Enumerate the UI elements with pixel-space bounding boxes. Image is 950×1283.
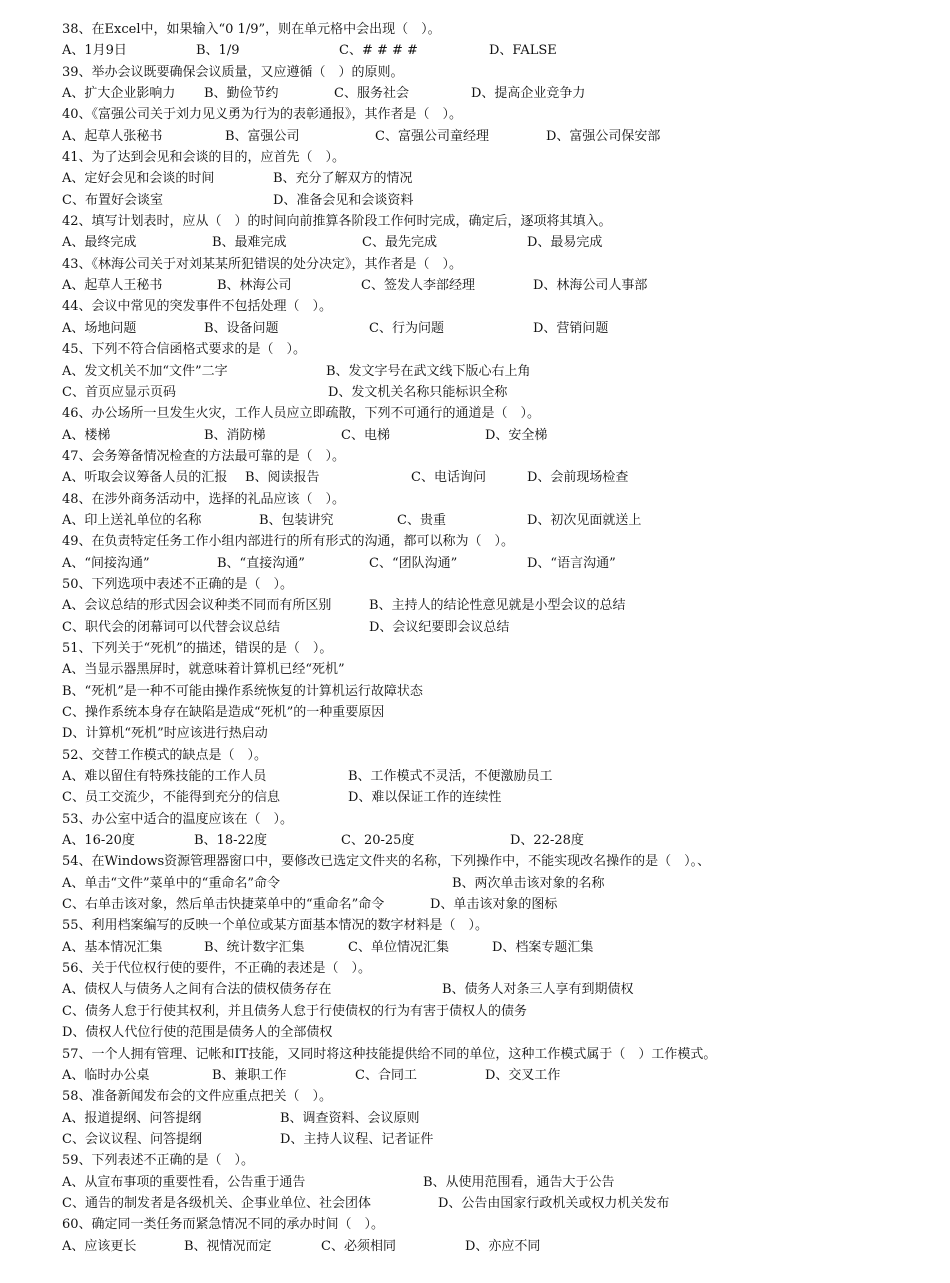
answer-option: B、最难完成 <box>212 235 287 251</box>
option-row <box>62 1001 942 1022</box>
answer-option: D、单击该对象的图标 <box>430 897 558 913</box>
option-row <box>62 40 942 61</box>
option-row <box>62 659 942 680</box>
answer-option: D、提高企业竞争力 <box>471 86 586 102</box>
answer-option: C、单位情况汇集 <box>348 939 449 955</box>
option-row <box>62 723 942 744</box>
answer-option: B、“直接沟通” <box>217 555 305 571</box>
answer-option: C、富强公司童经理 <box>375 128 489 144</box>
answer-option: C、合同工 <box>355 1067 417 1083</box>
option-row <box>62 617 942 638</box>
answer-option: D、发文机关名称只能标识全称 <box>328 384 508 400</box>
answer-option: B、阅读报告 <box>245 470 320 486</box>
answer-option: B、发文字号在武文线下版心右上角 <box>326 363 531 379</box>
answer-option: A、会议总结的形式因会议种类不同而有所区别 <box>62 598 332 614</box>
question-stem: 51、下列关于“死机”的描述，错误的是（ ）。 <box>62 640 333 656</box>
answer-option: B、消防梯 <box>204 427 266 443</box>
answer-option: A、楼梯 <box>62 427 111 443</box>
answer-option: A、基本情况汇集 <box>62 939 163 955</box>
answer-option: C、签发人李部经理 <box>361 278 475 294</box>
answer-option: B、勤俭节约 <box>204 86 279 102</box>
answer-option: C、债务人怠于行使其权利，并且债务人怠于行使债权的行为有害于债权人的债务 <box>62 1003 527 1019</box>
exam-page <box>62 19 942 1257</box>
option-row <box>62 361 942 382</box>
answer-option: C、# # # # <box>339 43 418 59</box>
question-stem: 48、在涉外商务活动中，选择的礼品应该（ ）。 <box>62 491 346 507</box>
option-row <box>62 979 942 1000</box>
question-stem: 45、下列不符合信函格式要求的是（ ）。 <box>62 342 307 358</box>
answer-option: D、交叉工作 <box>485 1067 561 1083</box>
option-row <box>62 275 942 296</box>
question-stem: 49、在负责特定任务工作小组内部进行的所有形式的沟通，都可以称为（ ）。 <box>62 534 515 550</box>
question-stem: 52、交替工作模式的缺点是（ ）。 <box>62 747 268 763</box>
question-stem: 53、办公室中适合的温度应该在（ ）。 <box>62 811 294 827</box>
answer-option: A、听取会议筹备人员的汇报 <box>62 470 228 486</box>
answer-option: D、22-28度 <box>510 833 584 849</box>
question-stem: 47、会务筹备情况检查的方法最可靠的是（ ）。 <box>62 448 346 464</box>
answer-option: A、定好会见和会谈的时间 <box>62 171 215 187</box>
answer-option: C、必须相同 <box>321 1238 396 1254</box>
answer-option: C、员工交流少，不能得到充分的信息 <box>62 790 280 806</box>
answer-option: C、操作系统本身存在缺陷是造成“死机”的一种重要原因 <box>62 705 385 720</box>
option-row <box>62 553 942 574</box>
option-row <box>62 595 942 616</box>
answer-option: A、难以留住有特殊技能的工作人员 <box>62 769 267 785</box>
answer-option: C、服务社会 <box>334 86 409 102</box>
answer-option: B、两次单击该对象的名称 <box>452 875 605 891</box>
question-stem: 40、《富强公司关于刘力见义勇为行为的表彰通报》，其作者是（ ）。 <box>62 107 463 123</box>
answer-option: B、充分了解双方的情况 <box>273 171 413 187</box>
answer-option: C、电话询问 <box>411 470 486 486</box>
answer-option: D、安全梯 <box>485 427 548 443</box>
answer-option: D、会议纪要即会议总结 <box>369 619 510 635</box>
answer-option: B、富强公司 <box>225 128 300 144</box>
question-stem: 50、下列选项中表述不正确的是（ ）。 <box>62 576 294 592</box>
answer-option: C、行为问题 <box>369 320 444 336</box>
answer-option: A、应该更长 <box>62 1238 137 1254</box>
option-row <box>62 787 942 808</box>
answer-option: A、起草人张秘书 <box>62 128 163 144</box>
option-row <box>62 126 942 147</box>
question-stem: 43、《林海公司关于对刘某某所犯错误的处分决定》，其作者是（ ）。 <box>62 256 463 272</box>
answer-option: D、林海公司人事部 <box>533 278 648 294</box>
question-stem: 44、会议中常见的突发事件不包括处理（ ）。 <box>62 299 333 315</box>
answer-option: A、场地问题 <box>62 320 137 336</box>
answer-option: C、电梯 <box>341 427 390 443</box>
question-stem: 57、一个人拥有管理、记帐和IT技能，又同时将这种技能提供给不同的单位，这种工作模式属于（ ）工作模式。 <box>62 1046 717 1062</box>
question-stem: 59、下列表述不正确的是（ ）。 <box>62 1153 255 1169</box>
answer-option: D、档案专题汇集 <box>492 939 594 955</box>
option-row <box>62 382 942 403</box>
answer-option: B、1/9 <box>196 43 240 59</box>
answer-option: A、16-20度 <box>62 833 135 849</box>
answer-option: C、贵重 <box>397 512 446 528</box>
answer-option: A、从宣布事项的重要性看，公告重于通告 <box>62 1174 306 1190</box>
option-row <box>62 894 942 915</box>
answer-option: D、计算机“死机”时应该进行热启动 <box>62 726 268 742</box>
option-row <box>62 702 942 723</box>
answer-option: D、富强公司保安部 <box>546 128 661 144</box>
answer-option: A、债权人与债务人之间有合法的债权债务存在 <box>62 982 332 998</box>
answer-option: D、会前现场检查 <box>527 470 629 486</box>
option-row <box>62 83 942 104</box>
option-row <box>62 1129 942 1150</box>
question-stem: 42、填写计划表时，应从（ ）的时间向前推算各阶段工作何时完成，确定后，逐项将其填入。 <box>62 214 612 230</box>
answer-option: B、包装讲究 <box>259 512 334 528</box>
answer-option: B、调查资料、会议原则 <box>280 1110 420 1126</box>
option-row <box>62 510 942 531</box>
answer-option: D、初次见面就送上 <box>527 512 642 528</box>
option-row <box>62 425 942 446</box>
answer-option: A、扩大企业影响力 <box>62 86 176 102</box>
answer-option: B、主持人的结论性意见就是小型会议的总结 <box>369 598 626 614</box>
answer-option: D、“语言沟通” <box>527 555 616 571</box>
option-row <box>62 1172 942 1193</box>
answer-option: A、起草人王秘书 <box>62 278 163 294</box>
answer-option: C、会议议程、问答提纲 <box>62 1131 202 1147</box>
question-stem: 55、利用档案编写的反映一个单位或某方面基本情况的数字材料是（ ）。 <box>62 918 489 934</box>
answer-option: D、FALSE <box>489 43 557 59</box>
answer-option: A、发文机关不加“文件”二字 <box>62 363 228 379</box>
answer-option: A、印上送礼单位的名称 <box>62 512 202 528</box>
option-row <box>62 467 942 488</box>
option-row <box>62 1022 942 1043</box>
answer-option: B、兼职工作 <box>212 1067 287 1083</box>
option-row <box>62 168 942 189</box>
question-stem: 41、为了达到会见和会谈的目的，应首先（ ）。 <box>62 150 346 166</box>
answer-option: C、最先完成 <box>362 235 437 251</box>
option-row <box>62 1236 942 1257</box>
answer-option: B、债务人对条三人享有到期债权 <box>442 982 634 998</box>
answer-option: C、“团队沟通” <box>369 555 458 571</box>
option-row <box>62 318 942 339</box>
answer-option: A、报道提纲、问答提纲 <box>62 1110 202 1126</box>
answer-option: D、债权人代位行使的范围是债务人的全部债权 <box>62 1025 333 1041</box>
question-stem: 38、在Excel中，如果输入“0 1/9”，则在单元格中会出现（ ）。 <box>62 22 441 37</box>
answer-option: D、最易完成 <box>527 235 603 251</box>
answer-option: A、“间接沟通” <box>62 555 150 571</box>
answer-option: B、设备问题 <box>204 320 279 336</box>
answer-option: C、首页应显示页码 <box>62 384 176 400</box>
answer-option: A、临时办公桌 <box>62 1067 150 1083</box>
answer-option: B、工作模式不灵活，不便激励员工 <box>348 769 553 785</box>
answer-option: D、公告由国家行政机关或权力机关发布 <box>438 1195 670 1211</box>
answer-option: B、视情况而定 <box>184 1238 272 1254</box>
answer-option: B、林海公司 <box>217 278 292 294</box>
answer-option: D、难以保证工作的连续性 <box>348 790 502 806</box>
answer-option: D、主持人议程、记者证件 <box>280 1131 434 1147</box>
option-row <box>62 830 942 851</box>
option-row <box>62 681 942 702</box>
answer-option: D、准备会见和会谈资料 <box>273 192 414 208</box>
option-row <box>62 190 942 211</box>
option-row <box>62 1193 942 1214</box>
option-row <box>62 232 942 253</box>
question-stem: 39、举办会议既要确保会议质量，又应遵循（ ）的原则。 <box>62 64 404 80</box>
question-stem: 54、在Windows资源管理器窗口中，要修改已选定文件夹的名称，下列操作中，不能实现改名操作的是（ ）。、 <box>62 854 711 870</box>
answer-option: A、当显示器黑屏时，就意味着计算机已经“死机” <box>62 662 345 678</box>
answer-option: B、18-22度 <box>194 833 268 849</box>
answer-option: C、布置好会谈室 <box>62 192 163 208</box>
answer-option: D、营销问题 <box>533 320 609 336</box>
answer-option: B、统计数字汇集 <box>204 939 305 955</box>
question-stem: 60、确定同一类任务而紧急情况不同的承办时间（ ）。 <box>62 1217 385 1233</box>
question-stem: 56、关于代位权行使的要件，不正确的表述是（ ）。 <box>62 961 372 977</box>
option-row <box>62 766 942 787</box>
answer-option: C、通告的制发者是各级机关、企事业单位、社会团体 <box>62 1195 371 1211</box>
answer-option: C、20-25度 <box>341 833 415 849</box>
answer-option: A、1月9日 <box>62 43 127 59</box>
answer-option: D、亦应不同 <box>465 1238 541 1254</box>
question-stem: 46、办公场所一旦发生火灾，工作人员应立即疏散，下列不可通行的通道是（ ）。 <box>62 406 541 422</box>
answer-option: A、单击“文件”菜单中的“重命名”命令 <box>62 875 280 891</box>
option-row <box>62 1065 942 1086</box>
answer-option: B、从使用范围看，通告大于公告 <box>423 1174 615 1190</box>
answer-option: A、最终完成 <box>62 235 137 251</box>
question-stem: 58、准备新闻发布会的文件应重点把关（ ）。 <box>62 1089 333 1105</box>
answer-option: C、职代会的闭幕词可以代替会议总结 <box>62 619 280 635</box>
option-row <box>62 937 942 958</box>
answer-option: B、“死机”是一种不可能由操作系统恢复的计算机运行故障状态 <box>62 683 423 699</box>
option-row <box>62 1108 942 1129</box>
option-row <box>62 873 942 894</box>
answer-option: C、右单击该对象，然后单击快捷菜单中的“重命名”命令 <box>62 897 385 913</box>
